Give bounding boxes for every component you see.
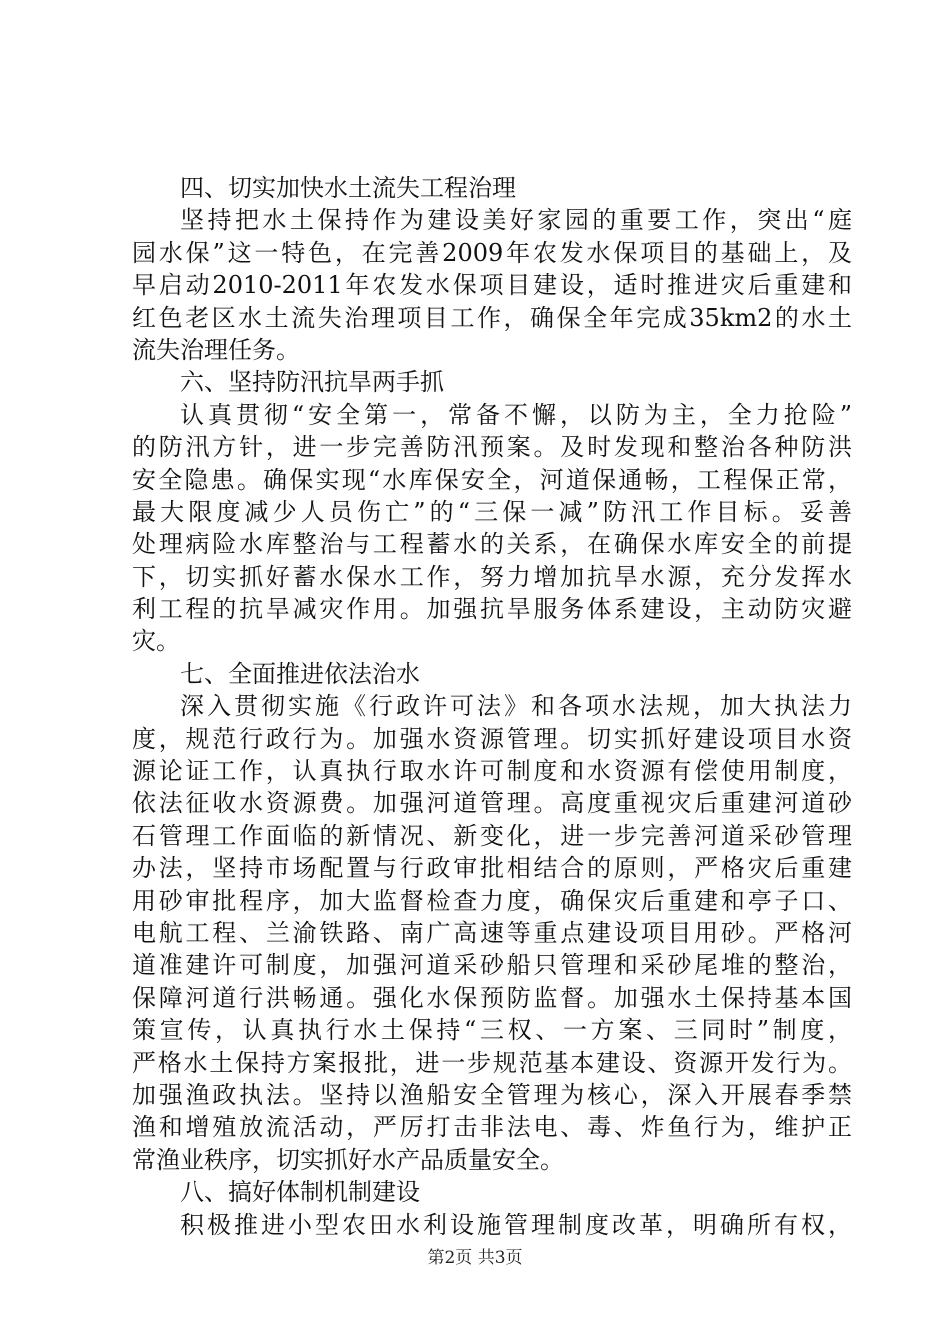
paragraph-line: 园水保”这一特色，在完善2009年农发水保项目的基础上，及: [132, 238, 852, 267]
paragraph-line: 保障河道行洪畅通。强化水保预防监督。加强水土保持基本国: [132, 983, 852, 1012]
paragraph-line: 红色老区水土流失治理项目工作，确保全年完成35km2的水土: [132, 303, 852, 332]
section-heading: 六、坚持防汛抗旱两手抓: [180, 368, 444, 397]
page-footer: 第2页 共3页: [427, 1248, 523, 1268]
paragraph-line: 积极推进小型农田水利设施管理制度改革，明确所有权，: [180, 1210, 852, 1239]
paragraph-line: 严格水土保持方案报批，进一步规范基本建设、资源开发行为。: [132, 1048, 852, 1077]
paragraph-line: 用砂审批程序，加大监督检查力度，确保灾后重建和亭子口、: [132, 886, 852, 915]
section-7: [132, 658, 852, 1176]
paragraph-line: 处理病险水库整治与工程蓄水的关系，在确保水库安全的前提: [132, 530, 852, 559]
paragraph-line: 办法，坚持市场配置与行政审批相结合的原则，严格灾后重建: [132, 854, 852, 883]
section-4: [132, 172, 852, 366]
document-body: [132, 172, 852, 1241]
section-8: [132, 1176, 852, 1241]
section-heading: 八、搞好体制机制建设: [180, 1178, 420, 1207]
paragraph-line: 流失治理任务。: [132, 335, 300, 364]
paragraph-line: 下，切实抓好蓄水保水工作，努力增加抗旱水源，充分发挥水: [132, 562, 852, 591]
paragraph-line: 源论证工作，认真执行取水许可制度和水资源有偿使用制度，: [132, 757, 852, 786]
paragraph-line: 早启动2010-2011年农发水保项目建设，适时推进灾后重建和: [132, 271, 852, 300]
paragraph-line: 认真贯彻“安全第一，常备不懈，以防为主，全力抢险”: [180, 400, 852, 429]
paragraph-line: 的防汛方针，进一步完善防汛预案。及时发现和整治各种防洪: [132, 433, 852, 462]
paragraph-line: 策宣传，认真执行水土保持“三权、一方案、三同时”制度，: [132, 1016, 852, 1045]
paragraph-line: 加强渔政执法。坚持以渔船安全管理为核心，深入开展春季禁: [132, 1080, 852, 1109]
section-heading: 七、全面推进依法治水: [180, 659, 420, 688]
paragraph-line: 常渔业秩序，切实抓好水产品质量安全。: [132, 1145, 564, 1174]
paragraph-line: 电航工程、兰渝铁路、南广高速等重点建设项目用砂。严格河: [132, 918, 852, 947]
section-6: [132, 366, 852, 658]
paragraph-line: 坚持把水土保持作为建设美好家园的重要工作，突出“庭: [180, 206, 852, 235]
paragraph-line: 利工程的抗旱减灾作用。加强抗旱服务体系建设，主动防灾避: [132, 595, 852, 624]
paragraph-line: 道准建许可制度，加强河道采砂船只管理和采砂尾堆的整治，: [132, 951, 852, 980]
paragraph-line: 石管理工作面临的新情况、新变化，进一步完善河道采砂管理: [132, 821, 852, 850]
paragraph-line: 灾。: [132, 627, 180, 656]
paragraph-line: 深入贯彻实施《行政许可法》和各项水法规，加大执法力: [180, 692, 852, 721]
paragraph-line: 度，规范行政行为。加强水资源管理。切实抓好建设项目水资: [132, 724, 852, 753]
paragraph-line: 渔和增殖放流活动，严厉打击非法电、毒、炸鱼行为，维护正: [132, 1113, 852, 1142]
paragraph-line: 安全隐患。确保实现“水库保安全，河道保通畅，工程保正常，: [132, 465, 852, 494]
paragraph-line: 最大限度减少人员伤亡”的“三保一减”防汛工作目标。妥善: [132, 497, 852, 526]
section-heading: 四、切实加快水土流失工程治理: [180, 174, 516, 202]
paragraph-line: 依法征收水资源费。加强河道管理。高度重视灾后重建河道砂: [132, 789, 852, 818]
